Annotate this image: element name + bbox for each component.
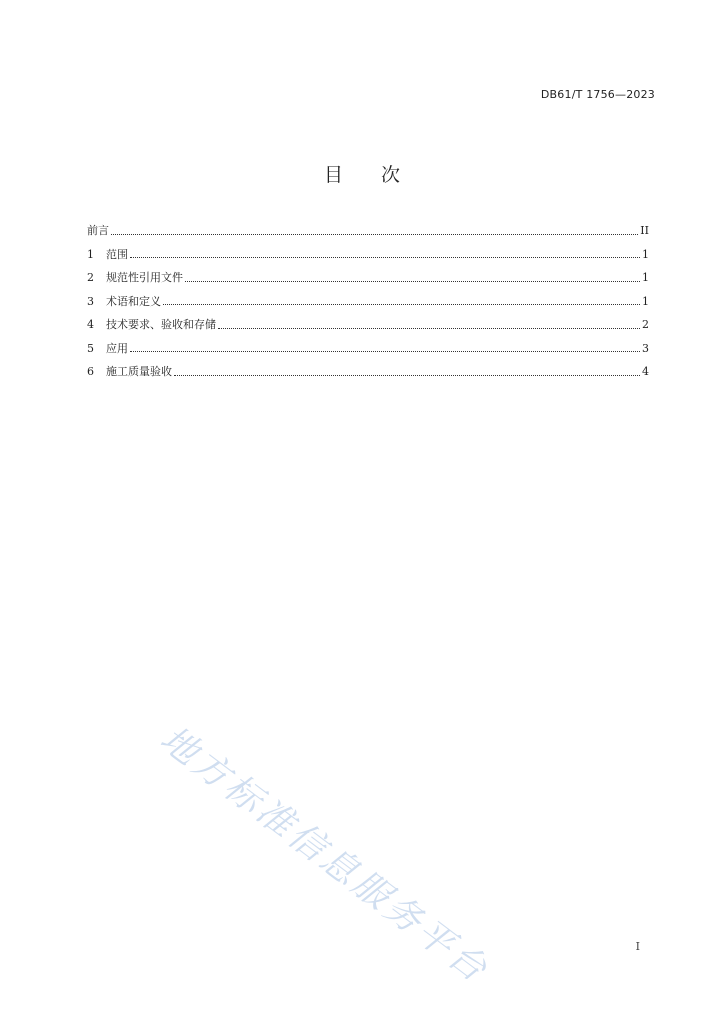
dot-leader bbox=[174, 375, 640, 376]
toc-entry-number: 1 bbox=[87, 247, 94, 261]
toc-entry-label: 技术要求、验收和存储 bbox=[106, 318, 216, 331]
toc-entry-number: 4 bbox=[87, 318, 94, 331]
toc-entry-page: 2 bbox=[642, 318, 649, 331]
toc-entry-page: II bbox=[640, 224, 649, 237]
toc-entry-label: 前言 bbox=[87, 224, 109, 237]
toc-entry-number: 6 bbox=[87, 365, 94, 378]
toc-entry-page: 1 bbox=[642, 294, 649, 308]
toc-entry-number: 2 bbox=[87, 271, 94, 284]
toc-entry-foreword[interactable] bbox=[87, 219, 649, 243]
toc-entry-5[interactable] bbox=[87, 337, 649, 361]
page-title bbox=[0, 160, 724, 187]
toc-entry-page: 3 bbox=[642, 341, 649, 355]
toc-entry-number: 5 bbox=[87, 341, 94, 355]
toc-entry-number: 3 bbox=[87, 294, 94, 308]
toc-entry-label: 规范性引用文件 bbox=[106, 271, 183, 284]
dot-leader bbox=[111, 234, 638, 235]
toc-entry-2[interactable] bbox=[87, 266, 649, 290]
toc-entry-4[interactable] bbox=[87, 313, 649, 337]
toc-entry-page: 1 bbox=[642, 271, 649, 284]
dot-leader bbox=[163, 304, 640, 305]
page-number: I bbox=[635, 940, 640, 953]
toc-entry-3[interactable] bbox=[87, 290, 649, 314]
watermark: 地方标准信息服务平台 bbox=[152, 718, 497, 992]
title-char-2: 次 bbox=[381, 164, 401, 186]
toc-entry-6[interactable] bbox=[87, 360, 649, 384]
toc-entry-label: 应用 bbox=[106, 341, 128, 355]
standard-code: DB61/T 1756—2023 bbox=[540, 88, 655, 101]
toc-entry-page: 1 bbox=[642, 247, 649, 261]
toc-entry-label: 术语和定义 bbox=[106, 294, 161, 308]
table-of-contents bbox=[87, 219, 649, 384]
toc-entry-page: 4 bbox=[642, 365, 649, 378]
title-char-1: 目 bbox=[323, 164, 343, 186]
toc-entry-label: 施工质量验收 bbox=[106, 365, 172, 378]
dot-leader bbox=[130, 257, 640, 258]
toc-entry-label: 范围 bbox=[106, 247, 128, 261]
dot-leader bbox=[185, 281, 640, 282]
dot-leader bbox=[218, 328, 640, 329]
toc-entry-1[interactable] bbox=[87, 243, 649, 267]
dot-leader bbox=[130, 351, 640, 352]
